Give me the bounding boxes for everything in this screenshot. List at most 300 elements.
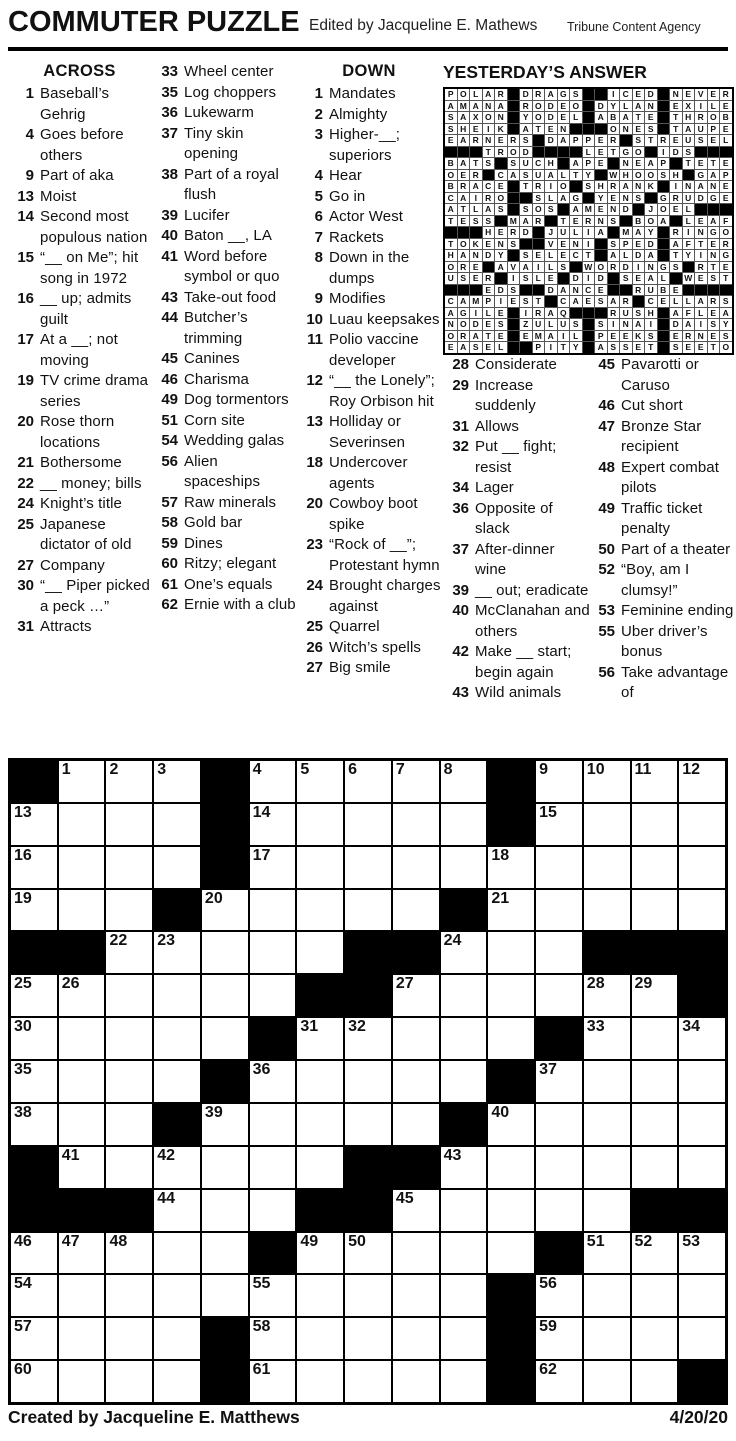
grid-cell[interactable] (679, 1104, 725, 1145)
clue-number: 36 (452, 499, 469, 517)
grid-cell[interactable] (536, 1190, 582, 1231)
grid-cell[interactable] (106, 761, 152, 802)
answer-letter-cell: K (633, 331, 645, 342)
answer-black-cell (458, 147, 470, 158)
clue-number: 57 (161, 493, 178, 511)
grid-cell[interactable] (59, 1361, 105, 1402)
answer-letter-cell: U (520, 158, 532, 169)
clue-text: __ out; eradicate (475, 581, 589, 599)
grid-cell[interactable] (250, 1361, 296, 1402)
grid-cell[interactable] (536, 1318, 582, 1359)
grid-cell[interactable] (154, 975, 200, 1016)
grid-cell[interactable] (11, 1061, 57, 1102)
answer-letter-cell: A (545, 331, 557, 342)
grid-cell[interactable] (536, 761, 582, 802)
grid-cell[interactable] (584, 1361, 630, 1402)
grid-cell[interactable] (584, 847, 630, 888)
grid-cell[interactable] (441, 932, 487, 973)
clue-item (297, 535, 441, 576)
clue-text: Charisma (184, 370, 249, 388)
grid-cell[interactable] (154, 932, 200, 973)
grid-cell[interactable] (11, 804, 57, 845)
answer-letter-cell: L (495, 342, 507, 353)
grid-cell[interactable] (250, 1104, 296, 1145)
answer-letter-cell: E (670, 331, 682, 342)
grid-cell[interactable] (488, 932, 534, 973)
answer-letter-cell: N (620, 193, 632, 204)
grid-cell[interactable] (345, 1233, 391, 1274)
grid-cell[interactable] (297, 1275, 343, 1316)
grid-cell[interactable] (536, 890, 582, 931)
grid-cell[interactable] (59, 975, 105, 1016)
grid-cell[interactable] (11, 975, 57, 1016)
answer-letter-cell: E (695, 216, 707, 227)
grid-cell[interactable] (393, 1361, 439, 1402)
grid-cell[interactable] (59, 1233, 105, 1274)
grid-cell[interactable] (536, 847, 582, 888)
grid-cell[interactable] (441, 1275, 487, 1316)
answer-letter-cell: E (670, 101, 682, 112)
answer-letter-cell: S (533, 193, 545, 204)
grid-cell[interactable] (59, 761, 105, 802)
grid-cell[interactable] (441, 1147, 487, 1188)
clue-text: Almighty (329, 105, 388, 123)
grid-cell[interactable] (154, 1233, 200, 1274)
grid-cell[interactable] (345, 804, 391, 845)
answer-letter-cell: T (670, 250, 682, 261)
answer-black-cell (670, 158, 682, 169)
clue-text: McClanahan and others (475, 602, 590, 640)
grid-cell[interactable] (345, 1018, 391, 1059)
answer-letter-cell: C (570, 250, 582, 261)
grid-cell[interactable] (250, 804, 296, 845)
grid-cell[interactable] (154, 1018, 200, 1059)
grid-cell[interactable] (202, 890, 248, 931)
grid-cell[interactable] (393, 1318, 439, 1359)
clue-item (589, 396, 736, 417)
grid-cell[interactable] (106, 1361, 152, 1402)
grid-cell[interactable] (106, 1104, 152, 1145)
grid-cell[interactable] (584, 1061, 630, 1102)
grid-cell[interactable] (345, 1318, 391, 1359)
grid-cell[interactable] (250, 975, 296, 1016)
answer-letter-cell: R (695, 262, 707, 273)
grid-cell[interactable] (297, 1018, 343, 1059)
grid-cell[interactable] (632, 1361, 678, 1402)
grid-cell[interactable] (250, 1275, 296, 1316)
grid-cell[interactable] (345, 1361, 391, 1402)
grid-cell[interactable] (11, 847, 57, 888)
grid-cell[interactable] (106, 1147, 152, 1188)
answer-black-cell (620, 285, 632, 296)
grid-cell-number: 41 (61, 1146, 80, 1164)
grid-cell[interactable] (297, 1104, 343, 1145)
grid-cell[interactable] (106, 804, 152, 845)
clue-number: 8 (314, 249, 323, 266)
grid-cell[interactable] (584, 975, 630, 1016)
grid-cell[interactable] (679, 847, 725, 888)
grid-cell[interactable] (584, 761, 630, 802)
grid-cell[interactable] (632, 1061, 678, 1102)
answer-letter-cell: I (520, 308, 532, 319)
clue-text: Company (40, 556, 105, 574)
grid-cell[interactable] (59, 1318, 105, 1359)
grid-cell[interactable] (59, 1018, 105, 1059)
grid-cell[interactable] (297, 1147, 343, 1188)
grid-cell[interactable] (297, 932, 343, 973)
answer-letter-cell: Y (595, 193, 607, 204)
answer-letter-cell: S (595, 296, 607, 307)
grid-cell[interactable] (679, 1061, 725, 1102)
grid-cell[interactable] (441, 847, 487, 888)
answer-black-cell (595, 250, 607, 261)
grid-cell-number: 10 (586, 761, 605, 778)
grid-cell[interactable] (59, 1275, 105, 1316)
answer-letter-cell: B (658, 285, 670, 296)
clue-item (589, 458, 736, 499)
grid-cell[interactable] (393, 890, 439, 931)
answer-letter-cell: A (558, 135, 570, 146)
grid-cell[interactable] (154, 761, 200, 802)
grid-cell[interactable] (11, 1233, 57, 1274)
grid-cell[interactable] (584, 1190, 630, 1231)
clue-text: Baton __, LA (184, 227, 272, 244)
grid-cell[interactable] (393, 1233, 439, 1274)
grid-cell[interactable] (297, 890, 343, 931)
grid-cell[interactable] (679, 804, 725, 845)
grid-cell[interactable] (59, 804, 105, 845)
answer-letter-cell: C (483, 181, 495, 192)
grid-cell[interactable] (536, 1361, 582, 1402)
answer-black-cell (695, 204, 707, 215)
grid-cell[interactable] (632, 975, 678, 1016)
grid-cell[interactable] (441, 975, 487, 1016)
answer-letter-cell: I (558, 331, 570, 342)
grid-cell[interactable] (106, 1275, 152, 1316)
answer-letter-cell: N (633, 181, 645, 192)
clue-item (297, 207, 441, 228)
grid-cell[interactable] (632, 890, 678, 931)
grid-cell[interactable] (488, 975, 534, 1016)
clue-number: 20 (306, 495, 323, 512)
grid-cell[interactable] (393, 1190, 439, 1231)
grid-cell[interactable] (106, 890, 152, 931)
grid-cell[interactable] (59, 890, 105, 931)
grid-cell-number: 8 (443, 761, 453, 778)
clue-text: Rose thorn locations (40, 413, 115, 451)
clue-text: Log choppers (184, 83, 277, 101)
answer-letter-cell: E (633, 124, 645, 135)
grid-cell[interactable] (250, 890, 296, 931)
grid-cell[interactable] (11, 1104, 57, 1145)
answer-letter-cell: R (533, 308, 545, 319)
grid-cell[interactable] (106, 1018, 152, 1059)
answer-letter-cell: D (620, 262, 632, 273)
grid-cell[interactable] (202, 1275, 248, 1316)
grid-cell[interactable] (679, 1275, 725, 1316)
grid-cell[interactable] (202, 1147, 248, 1188)
grid-cell[interactable] (59, 847, 105, 888)
grid-cell[interactable] (632, 804, 678, 845)
grid-cell[interactable] (106, 847, 152, 888)
grid-cell[interactable] (250, 1147, 296, 1188)
grid-cell[interactable] (297, 847, 343, 888)
answer-letter-cell: T (445, 239, 457, 250)
grid-cell[interactable] (488, 847, 534, 888)
grid-cell[interactable] (345, 1061, 391, 1102)
grid-cell[interactable] (154, 1061, 200, 1102)
grid-cell[interactable] (106, 1318, 152, 1359)
answer-letter-cell: H (620, 170, 632, 181)
grid-cell[interactable] (250, 1061, 296, 1102)
grid-cell[interactable] (11, 1275, 57, 1316)
grid-cell-number: 23 (157, 932, 175, 950)
grid-cell[interactable] (441, 1318, 487, 1359)
answer-black-cell (658, 89, 670, 100)
grid-cell[interactable] (488, 1018, 534, 1059)
clue-text: Quarrel (329, 618, 380, 635)
grid-cell[interactable] (679, 761, 725, 802)
grid-cell[interactable] (584, 1147, 630, 1188)
answer-black-cell (508, 89, 520, 100)
grid-cell[interactable] (154, 1275, 200, 1316)
answer-letter-cell: U (683, 135, 695, 146)
grid-cell[interactable] (441, 1233, 487, 1274)
grid-cell[interactable] (536, 975, 582, 1016)
answer-letter-cell: I (495, 296, 507, 307)
grid-cell[interactable] (632, 1233, 678, 1274)
answer-black-cell (508, 308, 520, 319)
answer-letter-cell: Y (495, 250, 507, 261)
edited-by-line: Edited by Jacqueline E. Mathews (309, 17, 538, 34)
grid-cell[interactable] (441, 804, 487, 845)
answer-letter-cell: E (720, 124, 732, 135)
grid-cell[interactable] (250, 847, 296, 888)
answer-black-cell (658, 181, 670, 192)
grid-cell[interactable] (393, 1275, 439, 1316)
grid-cell[interactable] (441, 1018, 487, 1059)
grid-cell[interactable] (297, 1061, 343, 1102)
grid-cell[interactable] (632, 1275, 678, 1316)
grid-cell[interactable] (393, 1104, 439, 1145)
answer-letter-cell: C (445, 296, 457, 307)
grid-cell[interactable] (679, 1233, 725, 1274)
grid-cell[interactable] (393, 1018, 439, 1059)
grid-cell[interactable] (393, 847, 439, 888)
grid-cell[interactable] (632, 761, 678, 802)
grid-cell[interactable] (632, 1147, 678, 1188)
grid-cell[interactable] (297, 1361, 343, 1402)
clue-number: 49 (598, 499, 615, 517)
answer-black-cell (470, 285, 482, 296)
answer-letter-cell: A (645, 158, 657, 169)
answer-letter-cell: R (533, 181, 545, 192)
answer-letter-cell: G (658, 262, 670, 273)
grid-cell[interactable] (297, 804, 343, 845)
grid-cell[interactable] (297, 1233, 343, 1274)
grid-black-cell (154, 890, 200, 931)
answer-letter-cell: S (508, 239, 520, 250)
grid-cell[interactable] (250, 761, 296, 802)
grid-cell[interactable] (202, 1190, 248, 1231)
grid-cell[interactable] (345, 1275, 391, 1316)
answer-letter-cell: C (495, 170, 507, 181)
answer-black-cell (545, 296, 557, 307)
grid-cell[interactable] (154, 1361, 200, 1402)
grid-cell[interactable] (393, 975, 439, 1016)
clue-text: Japanese dictator of old (40, 515, 132, 553)
grid-cell-number: 35 (14, 1061, 32, 1079)
clue-item (297, 289, 441, 310)
grid-cell[interactable] (106, 1061, 152, 1102)
grid-cell[interactable] (536, 1147, 582, 1188)
grid-cell[interactable] (250, 1318, 296, 1359)
grid-black-cell (202, 1061, 248, 1102)
answer-black-cell (508, 112, 520, 123)
grid-cell[interactable] (250, 932, 296, 973)
grid-cell[interactable] (297, 1318, 343, 1359)
grid-cell[interactable] (536, 1104, 582, 1145)
answer-letter-cell: L (695, 308, 707, 319)
grid-cell-number: 3 (157, 761, 167, 778)
answer-letter-cell: S (545, 204, 557, 215)
grid-cell[interactable] (106, 975, 152, 1016)
grid-black-cell (345, 1190, 391, 1231)
clue-item (443, 642, 590, 683)
grid-cell[interactable] (154, 1190, 200, 1231)
grid-cell[interactable] (536, 804, 582, 845)
grid-cell[interactable] (59, 1104, 105, 1145)
answer-letter-cell: E (608, 193, 620, 204)
clue-number: 37 (452, 540, 469, 558)
grid-cell[interactable] (679, 1147, 725, 1188)
grid-cell[interactable] (393, 804, 439, 845)
grid-cell[interactable] (345, 890, 391, 931)
grid-cell[interactable] (59, 1147, 105, 1188)
clue-text: Holliday or Severinsen (329, 413, 406, 451)
grid-cell[interactable] (584, 1018, 630, 1059)
grid-cell[interactable] (584, 804, 630, 845)
grid-cell[interactable] (154, 804, 200, 845)
grid-cell[interactable] (584, 1275, 630, 1316)
clue-item (443, 499, 590, 540)
down-clues-column-1 (297, 62, 441, 679)
clue-number: 48 (598, 458, 615, 476)
grid-cell[interactable] (536, 1061, 582, 1102)
answer-letter-cell: N (495, 239, 507, 250)
grid-cell[interactable] (584, 890, 630, 931)
grid-cell[interactable] (488, 1190, 534, 1231)
grid-cell[interactable] (488, 1104, 534, 1145)
answer-letter-cell: B (608, 112, 620, 123)
answer-letter-cell: E (483, 239, 495, 250)
grid-cell[interactable] (345, 761, 391, 802)
answer-black-cell (445, 227, 457, 238)
grid-cell-number: 43 (443, 1146, 462, 1164)
grid-cell[interactable] (632, 1018, 678, 1059)
grid-cell[interactable] (250, 1190, 296, 1231)
answer-letter-cell: S (520, 170, 532, 181)
grid-cell[interactable] (441, 1361, 487, 1402)
answer-letter-cell: G (458, 308, 470, 319)
grid-cell[interactable] (345, 847, 391, 888)
grid-cell[interactable] (679, 890, 725, 931)
answer-letter-cell: E (708, 308, 720, 319)
answer-black-cell (570, 308, 582, 319)
grid-cell[interactable] (393, 1061, 439, 1102)
grid-cell[interactable] (106, 1233, 152, 1274)
answer-letter-cell: R (483, 273, 495, 284)
grid-cell[interactable] (11, 1018, 57, 1059)
grid-cell[interactable] (59, 1061, 105, 1102)
answer-letter-cell: E (558, 101, 570, 112)
answer-letter-cell: D (620, 204, 632, 215)
across-clues-column-2 (152, 62, 296, 616)
answer-black-cell (683, 285, 695, 296)
grid-cell[interactable] (488, 890, 534, 931)
answer-letter-cell: N (483, 135, 495, 146)
grid-cell[interactable] (202, 932, 248, 973)
grid-cell[interactable] (154, 1318, 200, 1359)
clue-text: Modifies (329, 290, 386, 307)
grid-cell[interactable] (488, 1147, 534, 1188)
grid-cell[interactable] (441, 1190, 487, 1231)
grid-cell[interactable] (536, 932, 582, 973)
answer-letter-cell: D (670, 319, 682, 330)
grid-cell[interactable] (154, 1147, 200, 1188)
grid-cell[interactable] (106, 932, 152, 973)
grid-cell[interactable] (11, 1361, 57, 1402)
grid-cell[interactable] (393, 761, 439, 802)
grid-cell[interactable] (11, 1318, 57, 1359)
grid-cell[interactable] (441, 1061, 487, 1102)
answer-letter-cell: E (683, 89, 695, 100)
answer-letter-cell: N (620, 319, 632, 330)
grid-cell[interactable] (202, 1018, 248, 1059)
answer-letter-cell: G (558, 89, 570, 100)
grid-cell[interactable] (154, 847, 200, 888)
answer-letter-cell: I (658, 147, 670, 158)
grid-cell[interactable] (584, 1318, 630, 1359)
grid-cell[interactable] (202, 1233, 248, 1274)
grid-cell[interactable] (202, 975, 248, 1016)
clue-text: Uber driver’s bonus (621, 622, 708, 660)
grid-cell[interactable] (679, 1318, 725, 1359)
grid-cell[interactable] (632, 847, 678, 888)
grid-cell[interactable] (536, 1275, 582, 1316)
grid-cell[interactable] (441, 761, 487, 802)
grid-cell[interactable] (345, 1104, 391, 1145)
grid-cell[interactable] (679, 1018, 725, 1059)
grid-cell[interactable] (632, 1104, 678, 1145)
answer-letter-cell: E (645, 112, 657, 123)
grid-cell[interactable] (11, 890, 57, 931)
grid-cell[interactable] (488, 1233, 534, 1274)
answer-letter-cell: A (645, 273, 657, 284)
grid-cell-number: 2 (109, 761, 119, 778)
grid-black-cell (345, 1147, 391, 1188)
grid-cell[interactable] (632, 1318, 678, 1359)
answer-letter-cell: L (570, 112, 582, 123)
grid-cell[interactable] (584, 1104, 630, 1145)
grid-cell[interactable] (584, 1233, 630, 1274)
answer-letter-cell: E (570, 216, 582, 227)
clue-number: 28 (452, 356, 469, 373)
answer-black-cell (520, 342, 532, 353)
answer-letter-cell: E (558, 250, 570, 261)
grid-cell[interactable] (202, 1104, 248, 1145)
grid-cell[interactable] (297, 761, 343, 802)
